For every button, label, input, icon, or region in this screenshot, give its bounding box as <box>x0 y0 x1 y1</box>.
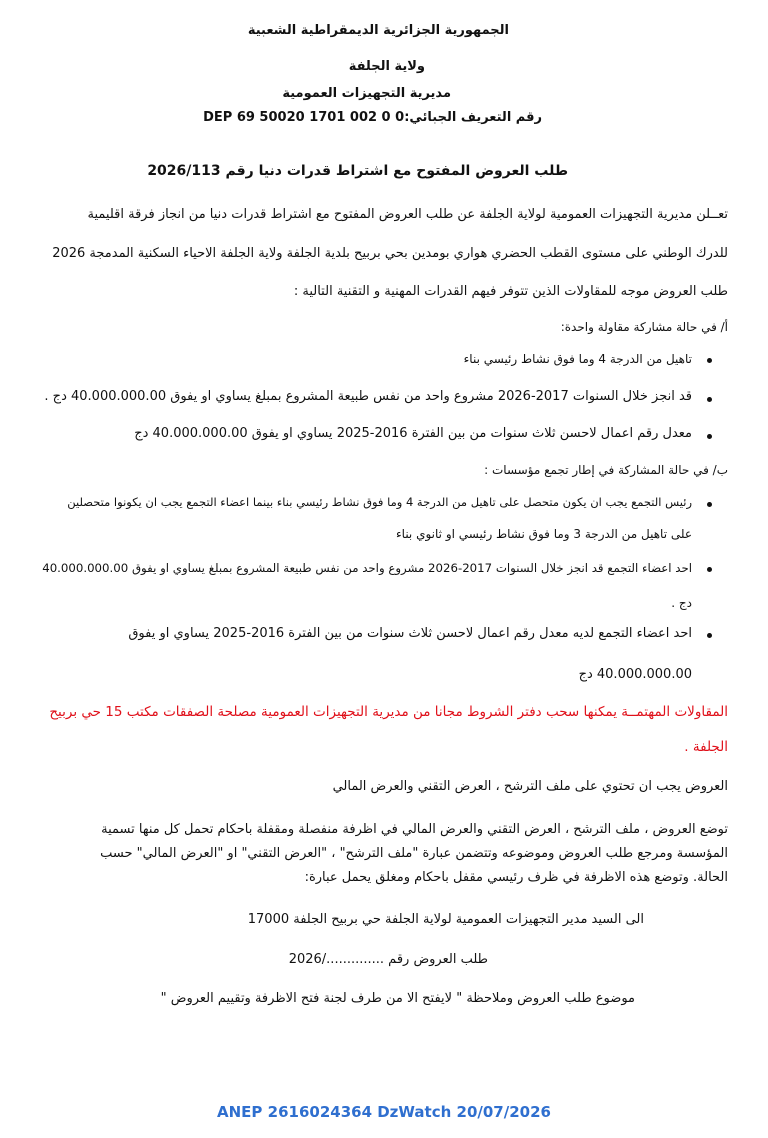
intro-line-3: طلب العروض موجه للمقاولات الذين تتوفر فيهم القدرات المهنية و التقنية التالية : <box>293 284 728 299</box>
tender-title: طلب العروض المفتوح مع اشتراط قدرات دنيا رقم 2026/113 <box>147 163 568 179</box>
notice-line-1: المقاولات المهتمــة يمكنها سحب دفتر الشروط مجانا من مديرية التجهيزات العمومية مصلحة الصفقات مكتب 15 حي بربيح <box>49 704 728 720</box>
section-b-item-3-line-1: احد اعضاء التجمع لديه معدل رقم اعمال لاحسن ثلاث سنوات من بين الفترة 2016-2025 يساوي او يفوق <box>128 626 692 641</box>
bullet-icon <box>707 502 712 507</box>
address-line-1: الى السيد مدير التجهيزات العمومية لولاية الجلفة حي بربيح الجلفة 17000 <box>247 912 644 927</box>
section-b-item-1-line-2: على تاهيل من الدرجة 3 وما فوق نشاط رئيسي او ثانوي بناء <box>396 527 692 541</box>
section-b-item-1-line-1: رئيس التجمع يجب ان يكون متحصل على تاهيل من الدرجة 4 وما فوق نشاط رئيسي بناء بينما اعضاء التجمع يجب ان يكونوا متحصلين <box>67 495 692 509</box>
bullet-icon <box>707 633 712 638</box>
deposit-line-1: توضع العروض ، ملف الترشح ، العرض التقني والعرض المالي في اظرفة منفصلة ومقفلة باحكام تحمل كل منها تسمية <box>101 822 728 837</box>
section-b-item-3-line-2: 40.000.000.00 دج <box>578 667 692 682</box>
section-a-heading: أ/ في حالة مشاركة مقاولة واحدة: <box>560 320 728 334</box>
section-a-item-3: معدل رقم اعمال لاحسن ثلاث سنوات من بين الفترة 2016-2025 يساوي او يفوق 40.000.000.00 دج <box>134 426 692 441</box>
bullet-icon <box>707 567 712 572</box>
intro-line-1: تعــلن مديرية التجهيزات العمومية لولاية الجلفة عن طلب العروض المفتوح مع اشتراط قدرات دنيا من انجاز فرقة اقليمية <box>87 207 728 222</box>
section-a-item-1: تاهيل من الدرجة 4 وما فوق نشاط رئيسي بناء <box>463 352 692 366</box>
deposit-line-2: المؤسسة ومرجع طلب العروض وموضوعه وتتضمن عبارة "ملف الترشح" ، "العرض التقني" او "العرض المالي" حسب <box>100 846 728 861</box>
directorate-heading: مديرية التجهيزات العمومية <box>282 86 451 101</box>
deposit-line-3: الحالة. وتوضع هذه الاظرفة في ظرف رئيسي مقفل باحكام ومغلق يحمل عبارة: <box>304 870 728 885</box>
intro-line-2: للدرك الوطني على مستوى القطب الحضري هواري بومدين بحي بربيح بلدية الجلفة ولاية الجلفة الاحياء السكنية المدمجة 2026 <box>52 246 728 261</box>
notice-line-2: الجلفة . <box>684 739 728 755</box>
section-b-item-2-line-1: احد اعضاء التجمع قد انجز خلال السنوات 2017-2026 مشروع واحد من نفس طبيعة المشروع بمبلغ يساوي او يفوق 40.000.000.00 <box>42 561 692 575</box>
bullet-icon <box>707 358 712 363</box>
address-line-2: طلب العروض رقم ............../2026 <box>288 952 488 967</box>
tax-id: رقم التعريف الجبائي:DEP 69 50020 1701 002 0 0 <box>203 110 542 125</box>
section-b-item-2-line-2: دج . <box>671 596 692 610</box>
footer-reference: ANEP 2616024364 DzWatch 20/07/2026 <box>217 1103 551 1121</box>
wilaya-heading: ولاية الجلفة <box>348 59 425 74</box>
section-b-heading: ب/ في حالة المشاركة في إطار تجمع مؤسسات : <box>484 463 728 477</box>
section-a-item-2: قد انجز خلال السنوات 2017-2026 مشروع واحد من نفس طبيعة المشروع بمبلغ يساوي او يفوق 40.000.000.00 دج . <box>44 389 692 404</box>
contents-line: العروض يجب ان تحتوي على ملف الترشح ، العرض التقني والعرض المالي <box>332 779 728 794</box>
bullet-icon <box>707 397 712 402</box>
bullet-icon <box>707 434 712 439</box>
address-line-3: موضوع طلب العروض وملاحظة " لايفتح الا من طرف لجنة فتح الاظرفة وتقييم العروض " <box>160 991 635 1006</box>
republic-heading: الجمهورية الجزائرية الديمقراطية الشعبية <box>247 23 509 38</box>
